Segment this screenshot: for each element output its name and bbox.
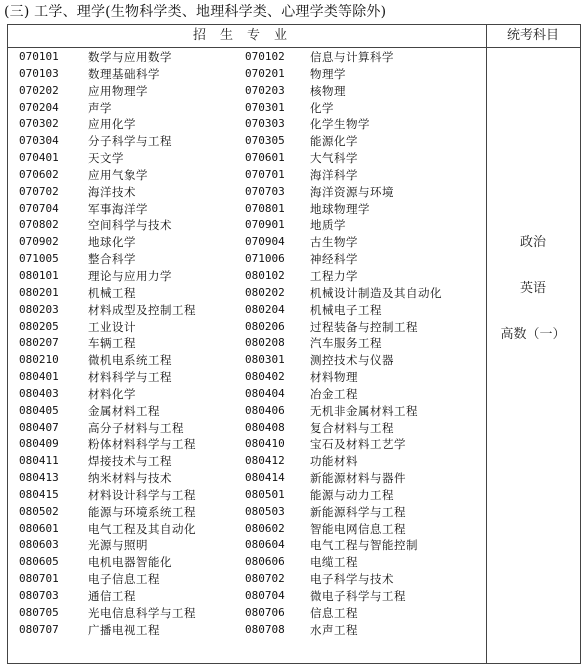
major-name: 通信工程	[88, 589, 136, 603]
major-code: 070304	[19, 134, 59, 148]
major-name: 智能电网信息工程	[310, 521, 406, 536]
major-name: 数理基础科学	[88, 66, 160, 81]
major-name: 地质学	[310, 218, 346, 233]
major-code: 080704	[245, 589, 285, 602]
major-name: 材料设计科学与工程	[88, 487, 196, 502]
table-header	[8, 25, 580, 48]
major-code: 080101	[19, 268, 59, 282]
major-code: 080414	[245, 471, 285, 485]
header-exam-subjects: 统考科目	[506, 28, 559, 43]
major-code: 080206	[245, 319, 285, 333]
table-row	[8, 150, 486, 167]
major-code: 080502	[19, 504, 59, 518]
table-row	[8, 319, 486, 336]
major-name: 工业设计	[88, 319, 136, 334]
major-code: 070102	[245, 50, 285, 63]
table-row	[8, 49, 486, 66]
major-code: 080604	[245, 538, 285, 552]
major-name: 材料化学	[88, 386, 136, 401]
major-code: 080204	[245, 302, 285, 316]
major-code: 070202	[19, 83, 59, 97]
table-row	[8, 201, 486, 218]
major-code: 080707	[19, 622, 59, 636]
major-name: 材料科学与工程	[88, 370, 172, 385]
major-code: 080606	[245, 555, 285, 569]
major-name: 大气科学	[310, 151, 358, 166]
major-code: 080406	[245, 403, 285, 417]
major-code: 080705	[19, 605, 59, 619]
major-name: 材料物理	[310, 370, 358, 385]
major-code: 070301	[245, 100, 285, 114]
major-name: 高分子材料与工程	[88, 420, 184, 435]
major-code: 070802	[19, 218, 59, 232]
section-title: (三) 工学、理学(生物科学类、地理科学类、心理学类等除外)	[4, 4, 387, 20]
major-name: 电气工程与智能控制	[310, 538, 418, 553]
major-name: 能源与动力工程	[310, 487, 394, 502]
major-name: 新能源材料与器件	[310, 471, 406, 486]
major-name: 冶金工程	[310, 386, 358, 401]
major-code: 080408	[245, 420, 285, 434]
table-row	[8, 386, 486, 403]
major-code: 080708	[245, 622, 285, 636]
major-name: 古生物学	[310, 235, 358, 250]
major-name: 电机电器智能化	[88, 555, 172, 570]
table-row	[8, 369, 486, 386]
majors-table	[7, 24, 581, 664]
major-name: 电气工程及其自动化	[88, 521, 196, 536]
major-name: 核物理	[310, 83, 346, 98]
major-name: 过程装备与控制工程	[310, 319, 418, 334]
major-name: 水声工程	[310, 622, 358, 637]
table-row	[8, 167, 486, 184]
table-row	[8, 605, 486, 622]
major-code: 080202	[245, 285, 285, 299]
major-code: 070302	[19, 117, 59, 131]
major-name: 信息工程	[310, 605, 358, 620]
table-row	[8, 420, 486, 437]
major-name: 宝石及材料工艺学	[310, 437, 406, 452]
major-code: 080210	[19, 353, 59, 367]
majors-list	[8, 49, 486, 639]
major-code: 080703	[19, 589, 59, 602]
major-name: 汽车服务工程	[310, 336, 382, 351]
major-name: 能源化学	[310, 134, 358, 149]
major-name: 光源与照明	[88, 538, 148, 553]
major-code: 080702	[245, 572, 285, 586]
table-row	[8, 116, 486, 133]
major-code: 080605	[19, 555, 59, 569]
major-name: 机械设计制造及其自动化	[310, 285, 442, 300]
major-name: 粉体材料科学与工程	[88, 437, 196, 452]
major-name: 地球化学	[88, 235, 136, 250]
major-name: 数学与应用数学	[88, 50, 172, 64]
major-name: 机械工程	[88, 285, 136, 300]
table-row	[8, 436, 486, 453]
major-name: 新能源科学与工程	[310, 504, 406, 519]
table-row	[8, 487, 486, 504]
major-name: 无机非金属材料工程	[310, 403, 418, 418]
major-code: 080207	[19, 336, 59, 350]
table-row	[8, 285, 486, 302]
column-divider	[486, 25, 487, 663]
major-code: 080415	[19, 487, 59, 501]
major-name: 车辆工程	[88, 336, 136, 351]
table-row	[8, 83, 486, 100]
major-name: 应用化学	[88, 117, 136, 132]
major-code: 071006	[245, 252, 285, 266]
major-name: 工程力学	[310, 268, 358, 283]
major-code: 070704	[19, 201, 59, 215]
major-code: 080203	[19, 302, 59, 316]
major-code: 080501	[245, 487, 285, 501]
table-row	[8, 234, 486, 251]
major-code: 080205	[19, 319, 59, 333]
major-code: 080208	[245, 336, 285, 350]
major-name: 复合材料与工程	[310, 420, 394, 435]
table-row	[8, 470, 486, 487]
major-code: 080301	[245, 353, 285, 367]
major-name: 广播电视工程	[88, 622, 160, 637]
exam-subject-math: 高数（一）	[500, 327, 566, 342]
major-name: 金属材料工程	[88, 403, 160, 418]
major-code: 070904	[245, 235, 285, 249]
major-name: 空间科学与技术	[88, 218, 172, 233]
major-name: 微电子科学与工程	[310, 589, 406, 603]
table-row	[8, 335, 486, 352]
major-name: 化学生物学	[310, 117, 370, 132]
major-name: 化学	[310, 100, 334, 115]
major-code: 070303	[245, 117, 285, 131]
major-name: 微机电系统工程	[88, 353, 172, 368]
table-row	[8, 571, 486, 588]
major-name: 功能材料	[310, 454, 358, 469]
major-name: 分子科学与工程	[88, 134, 172, 149]
major-code: 080410	[245, 437, 285, 451]
major-code: 070401	[19, 151, 59, 165]
table-row	[8, 403, 486, 420]
major-name: 焊接技术与工程	[88, 454, 172, 469]
major-code: 080603	[19, 538, 59, 552]
table-row	[8, 133, 486, 150]
major-name: 应用气象学	[88, 167, 148, 182]
major-name: 整合科学	[88, 252, 136, 267]
major-code: 080409	[19, 437, 59, 451]
table-row	[8, 352, 486, 369]
major-code: 080407	[19, 420, 59, 434]
major-code: 070703	[245, 184, 285, 198]
table-row	[8, 268, 486, 285]
major-code: 080401	[19, 370, 59, 384]
major-code: 080405	[19, 403, 59, 417]
major-name: 海洋技术	[88, 184, 136, 199]
major-name: 材料成型及控制工程	[88, 302, 196, 317]
major-name: 物理学	[310, 66, 346, 81]
major-code: 070902	[19, 235, 59, 249]
major-code: 070103	[19, 66, 59, 80]
major-code: 070901	[245, 218, 285, 232]
major-code: 080701	[19, 572, 59, 586]
major-name: 测控技术与仪器	[310, 353, 394, 368]
major-name: 海洋科学	[310, 167, 358, 182]
major-code: 080404	[245, 386, 285, 400]
major-code: 080412	[245, 454, 285, 468]
table-row	[8, 554, 486, 571]
header-majors: 招生专业	[192, 28, 301, 43]
table-row	[8, 504, 486, 521]
major-code: 070602	[19, 167, 59, 181]
major-name: 神经科学	[310, 252, 358, 267]
major-code: 070203	[245, 83, 285, 97]
major-name: 纳米材料与技术	[88, 471, 172, 486]
major-name: 声学	[88, 100, 112, 115]
major-code: 070201	[245, 66, 285, 80]
major-code: 070204	[19, 100, 59, 114]
major-code: 080201	[19, 285, 59, 299]
major-name: 电子科学与技术	[310, 572, 394, 587]
major-code: 080706	[245, 605, 285, 619]
major-name: 光电信息科学与工程	[88, 605, 196, 620]
table-row	[8, 588, 486, 605]
major-code: 080102	[245, 268, 285, 282]
table-row	[8, 217, 486, 234]
major-name: 电子信息工程	[88, 572, 160, 587]
exam-subject-english: 英语	[519, 281, 546, 296]
major-name: 应用物理学	[88, 83, 148, 98]
major-code: 070101	[19, 50, 59, 63]
table-row	[8, 521, 486, 538]
major-code: 080402	[245, 370, 285, 384]
major-name: 天文学	[88, 151, 124, 166]
major-name: 能源与环境系统工程	[88, 504, 196, 519]
table-row	[8, 100, 486, 117]
table-row	[8, 622, 486, 639]
major-code: 080601	[19, 521, 59, 535]
table-row	[8, 184, 486, 201]
major-code: 080503	[245, 504, 285, 518]
major-name: 机械电子工程	[310, 302, 382, 317]
major-code: 070305	[245, 134, 285, 148]
exam-subject-politics: 政治	[519, 235, 546, 250]
major-name: 理论与应用力学	[88, 268, 172, 283]
major-name: 军事海洋学	[88, 201, 148, 216]
major-code: 070601	[245, 151, 285, 165]
major-name: 地球物理学	[310, 201, 370, 216]
table-row	[8, 453, 486, 470]
table-row	[8, 537, 486, 554]
major-code: 080403	[19, 386, 59, 400]
major-code: 070701	[245, 167, 285, 181]
major-code: 080413	[19, 471, 59, 485]
major-code: 070801	[245, 201, 285, 215]
table-row	[8, 251, 486, 268]
major-name: 电缆工程	[310, 555, 358, 570]
major-code: 080411	[19, 454, 59, 468]
major-code: 070702	[19, 184, 59, 198]
table-row	[8, 66, 486, 83]
table-row	[8, 302, 486, 319]
major-name: 信息与计算科学	[310, 50, 394, 64]
major-name: 海洋资源与环境	[310, 184, 394, 199]
major-code: 080602	[245, 521, 285, 535]
major-code: 071005	[19, 252, 59, 266]
